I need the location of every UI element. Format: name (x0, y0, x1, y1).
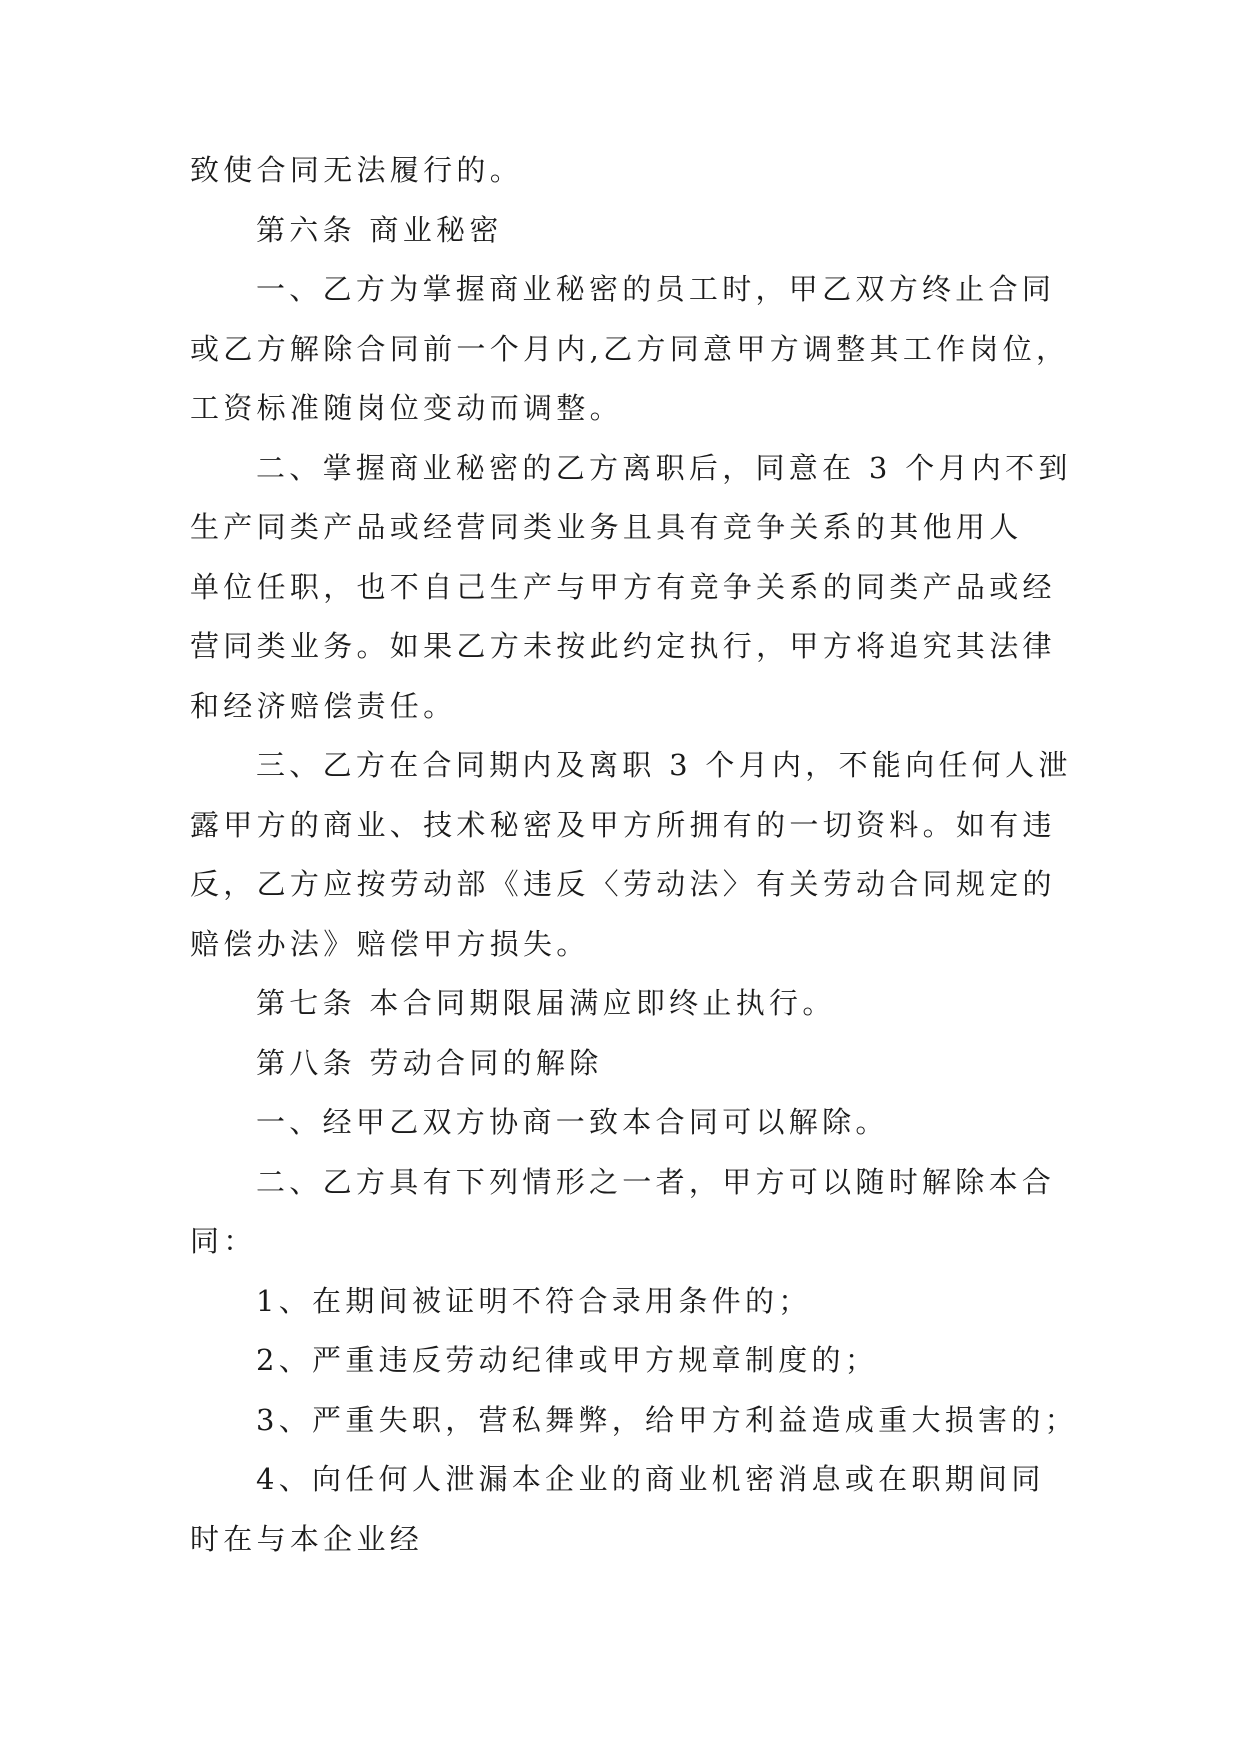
contract-text-body (190, 152, 1078, 1580)
text-line: 露甲方的商业、技术秘密及甲方所拥有的一切资料。如有违 (190, 807, 1056, 842)
text-line: 生产同类产品或经营同类业务且具有竞争关系的其他用人 (190, 510, 1023, 544)
text-line: 二、掌握商业秘密的乙方离职后，同意在 3 个月内不到 (256, 450, 1072, 485)
text-line: 反，乙方应按劳动部《违反〈劳动法〉有关劳动合同规定的 (190, 867, 1056, 901)
text-line: 赔偿办法》赔偿甲方损失。 (190, 926, 590, 961)
section-heading: 第八条 劳动合同的解除 (256, 1045, 603, 1080)
list-item: 1、在期间被证明不符合录用条件的； (256, 1283, 812, 1318)
text-line: 一、经甲乙双方协商一致本合同可以解除。 (256, 1105, 889, 1139)
text-line: 致使合同无法履行的。 (190, 153, 524, 187)
list-item: 3、严重失职，营私舞弊，给甲方利益造成重大损害的； (256, 1402, 1078, 1437)
text-line: 和经济赔偿责任。 (190, 688, 457, 723)
text-line: 同： (190, 1224, 257, 1258)
text-line: 或乙方解除合同前一个月内,乙方同意甲方调整其工作岗位， (190, 331, 1070, 366)
text-line: 工资标准随岗位变动而调整。 (190, 391, 623, 425)
text-line: 二、乙方具有下列情形之一者，甲方可以随时解除本合 (256, 1164, 1056, 1199)
text-line: 营同类业务。如果乙方未按此约定执行，甲方将追究其法律 (190, 629, 1056, 663)
text-line: 一、乙方为掌握商业秘密的员工时，甲乙双方终止合同 (256, 272, 1056, 306)
section-heading: 第六条 商业秘密 (256, 212, 503, 247)
text-line: 单位任职，也不自己生产与甲方有竞争关系的同类产品或经 (190, 569, 1056, 604)
list-item: 2、严重违反劳动纪律或甲方规章制度的； (256, 1343, 879, 1377)
list-item: 4、向任何人泄漏本企业的商业机密消息或在职期间同 (256, 1462, 1045, 1496)
section-heading: 第七条 本合同期限届满应即终止执行。 (256, 986, 836, 1020)
text-line: 三、乙方在合同期内及离职 3 个月内，不能向任何人泄 (256, 748, 1072, 782)
text-line: 时在与本企业经 (190, 1521, 424, 1556)
